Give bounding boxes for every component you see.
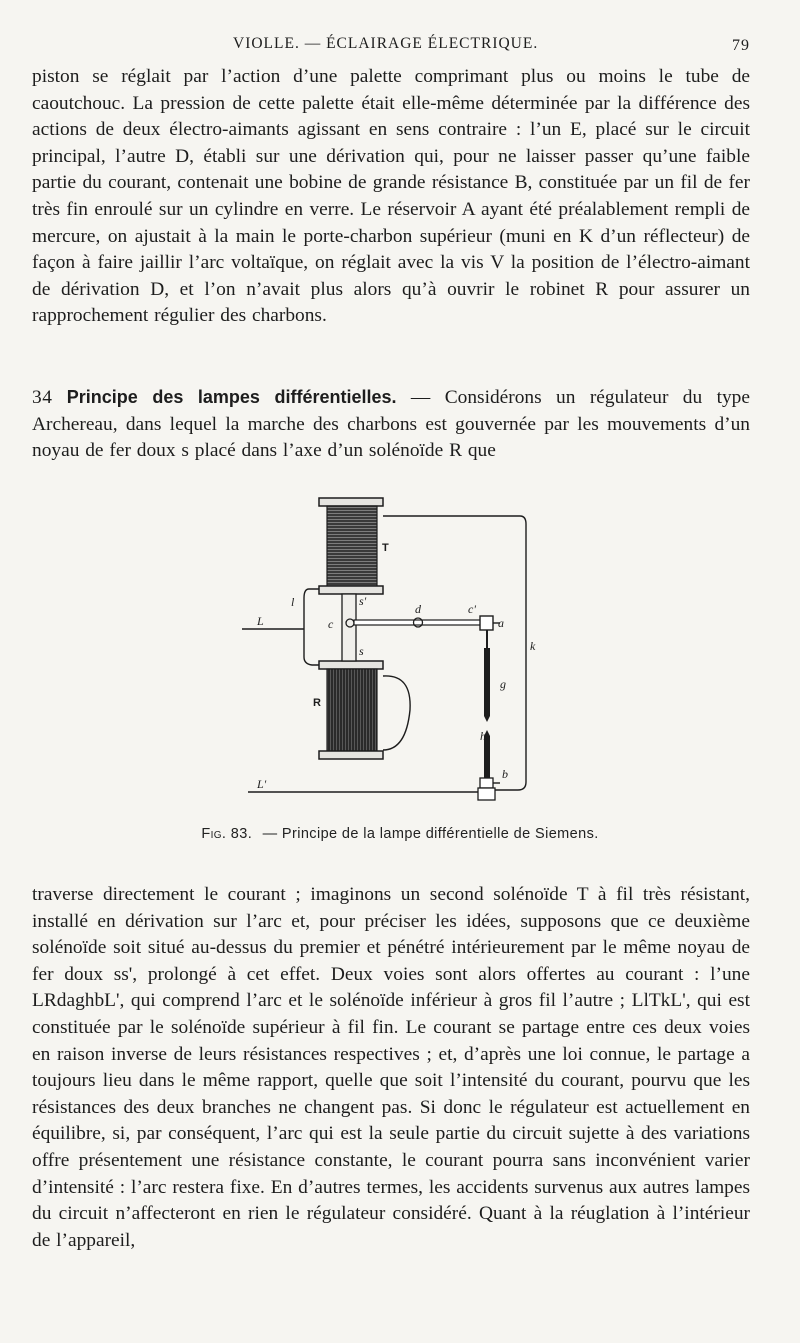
label-c-prime: c' xyxy=(468,602,476,616)
label-L: L xyxy=(257,614,264,628)
label-h: h xyxy=(480,729,486,743)
lever xyxy=(354,620,486,625)
paragraph-2 xyxy=(32,882,750,1254)
clamp-b xyxy=(480,778,493,788)
label-l: l xyxy=(291,595,295,609)
paragraph-1-text: piston se réglait par l’action d’une palette comprimant plus ou moins le tube de caoutchouc. La pression de cette palette était elle-même déterminée par la différence des actions de deux électro-aimants agissant en sens contraire : l’un E, placé sur le circuit principal, l’autre D, établi sur une dérivation qui, pour ne laisser passer qu’une faible partie du courant, contenait une bobine de grande résistance B, constituée par un fil de fer très fin enroulé sur un cylindre en verre. Le réservoir A ayant été préalablement rempli de mercure, on ajustait à la main le porte-charbon supérieur (muni en K d’un réflecteur) de façon à faire jaillir l’arc voltaïque, on réglait avec la vis V la position de l’électro-aimant de dérivation D, et l’on n’avait plus alors qu’à ouvrir le robinet R pour assurer un rapprochement régulier des charbons. xyxy=(32,66,750,327)
figure-caption-text: — Principe de la lampe différentielle de Siemens. xyxy=(262,826,599,842)
section-34-text xyxy=(32,384,750,465)
label-a: a xyxy=(498,616,504,630)
label-d: d xyxy=(415,602,421,616)
section-title: Principe des lampes différentielles. xyxy=(66,387,397,407)
circuit-wires xyxy=(242,516,526,792)
solenoid-T xyxy=(319,498,383,594)
label-R: R xyxy=(313,697,321,709)
clamp-a xyxy=(480,616,493,630)
figure-label: Fig. 83. xyxy=(201,826,253,842)
figure-caption xyxy=(0,826,800,842)
upper-carbon xyxy=(484,648,490,722)
label-c: c xyxy=(328,617,334,631)
label-s-prime: s' xyxy=(359,594,367,608)
label-s: s xyxy=(359,644,364,658)
label-g: g xyxy=(500,677,506,691)
running-head xyxy=(0,33,800,57)
figure-83-diagram xyxy=(230,488,550,808)
paragraph-2-text: traverse directement le courant ; imaginons un second solénoïde T à fil très résistant, installé en dérivation sur l’arc et, pour préciser les idées, supposons que ce deuxième solénoïde soit situé au-dessus du premier et pénétré intérieurement par le même noyau de fer doux ss', prolongé à cet effet. Deux voies sont alors offertes au courant : l’une LRdaghbL', qui comprend l’arc et le solénoïde inférieur à gros fil l’autre ; LlTkL', qui est constituée par le solénoïde supérieur à fil fin. Le courant se partage entre ces deux voies en raison inverse de leurs résistances respectives ; et, d’après une loi connue, le partage a toujours lieu dans le même rapport, quelle que soit l’intensité du courant, pourvu que les résistances des deux branches ne changent pas. Si donc le régulateur est actuellement en équilibre, si, par conséquent, l’arc qui est la seule partie du circuit sujette à des variations offre présentement une résistance constante, le courant pourra sans inconvénient varier d’intensité : l’arc restera fixe. En d’autres termes, les accidents survenus aux autres lampes du circuit n’affecteront en rien le régulateur considéré. Quant à la réuglation à l’intérieur de l’appareil, xyxy=(32,884,750,1251)
label-T: T xyxy=(382,542,389,554)
running-title: VIOLLE. — ÉCLAIRAGE ÉLECTRIQUE. xyxy=(233,35,539,52)
figure-83 xyxy=(230,488,550,808)
label-L-prime: L' xyxy=(257,777,267,791)
solenoid-R xyxy=(319,661,383,759)
label-k: k xyxy=(530,639,536,653)
paragraph-1 xyxy=(32,64,750,330)
section-body: — Considérons un régulateur du type Archereau, dans lequel la marche des charbons est gouvernée par les mouvements d’un noyau de fer doux s placé dans l’axe d’un solénoïde R que xyxy=(32,387,750,462)
label-b: b xyxy=(502,767,508,781)
page-number: 79 xyxy=(732,37,750,54)
section-number: 34 xyxy=(32,387,53,408)
section-34 xyxy=(32,384,750,465)
